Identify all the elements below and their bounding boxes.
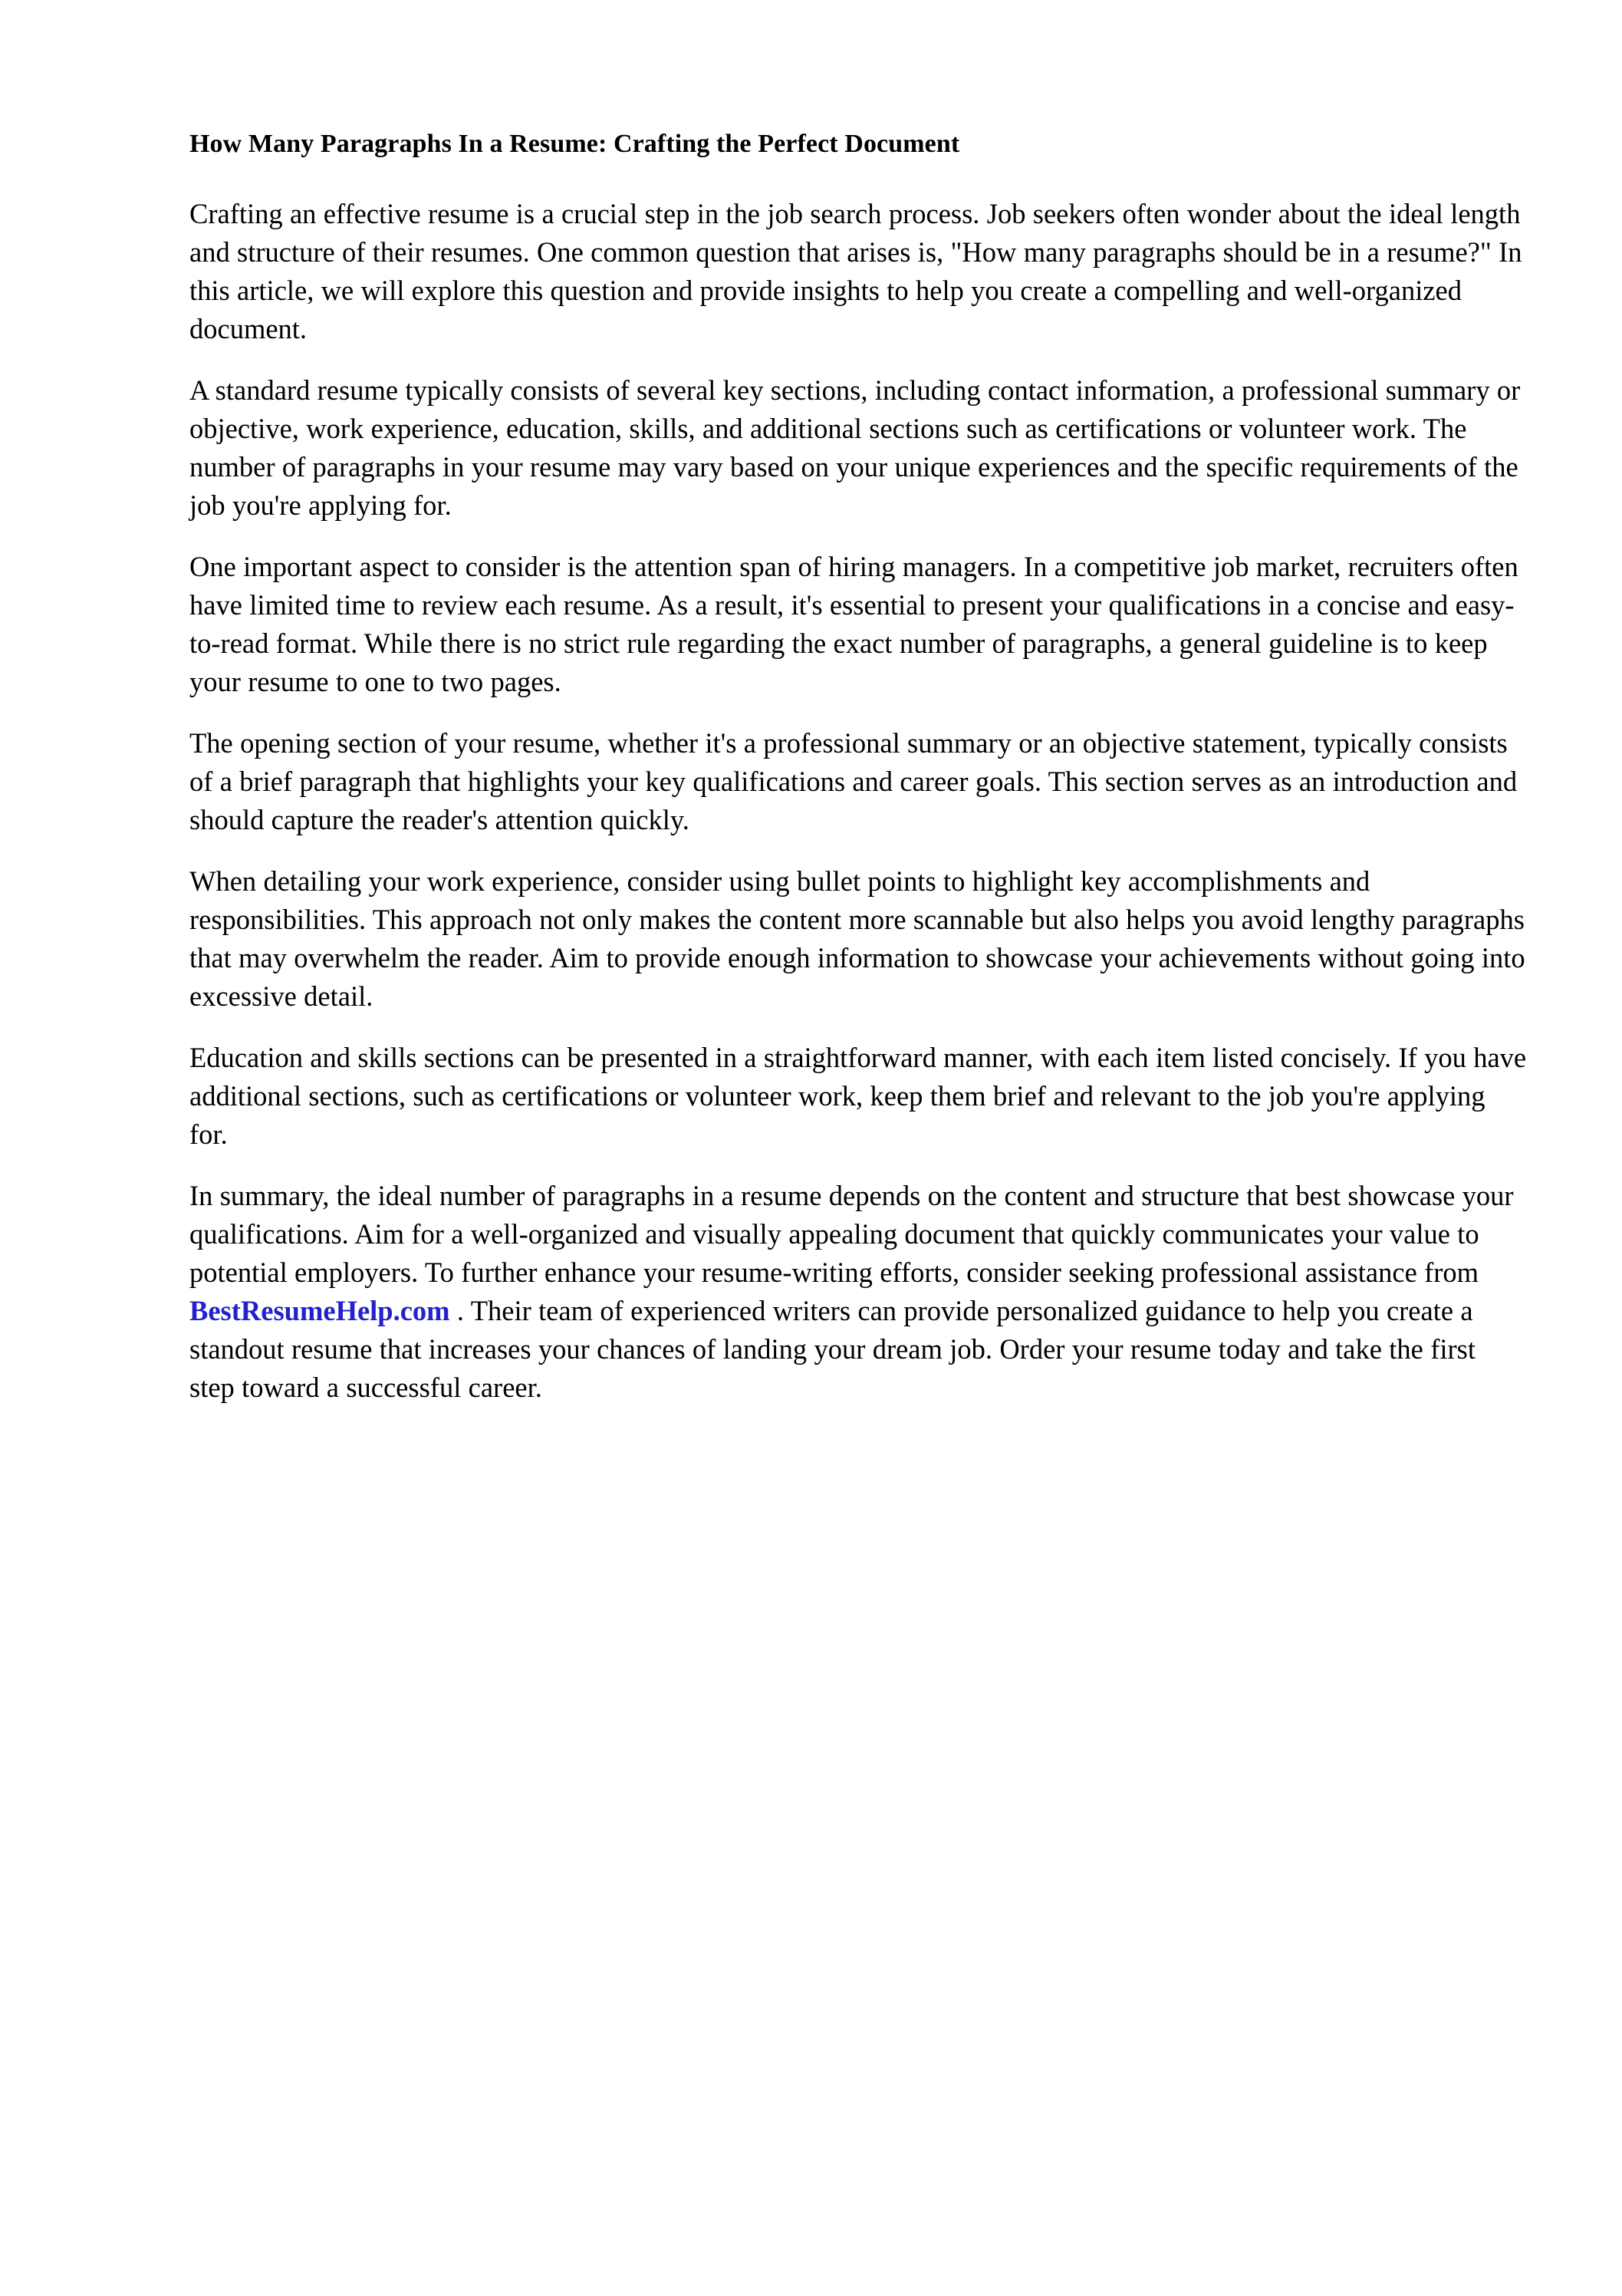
paragraph-intro: Crafting an effective resume is a crucial step in the job search process. Job seekers often wonder about the ideal length and structure of their resumes. One common question that arises is, "How many paragraphs should be in a resume?" In this article, we will explore this question and provide insights to help you create a compelling and well-organized document. bbox=[189, 198, 1522, 344]
page-title: How Many Paragraphs In a Resume: Crafting the Perfect Document bbox=[189, 130, 960, 158]
paragraph-summary bbox=[189, 1177, 1528, 1407]
paragraph-work-experience: When detailing your work experience, consider using bullet points to highlight key accomplishments and responsibilities. This approach not only makes the content more scannable but also helps you avoid lengthy paragraphs that may overwhelm the reader. Aim to provide enough information to showcase your achievements without going into excessive detail. bbox=[189, 865, 1525, 1012]
summary-text-after-link: . Their team of experienced writers can provide personalized guidance to help you create a standout resume that increases your chances of landing your dream job. Order your resume today and take the first step toward a successful career. bbox=[189, 1295, 1476, 1403]
paragraph-opening-section: The opening section of your resume, whether it's a professional summary or an objective statement, typically consists of a brief paragraph that highlights your key qualifications and career goals. This section serves as an introduction and should capture the reader's attention quickly. bbox=[189, 727, 1518, 835]
bestresumehelp-link[interactable]: BestResumeHelp.com bbox=[189, 1295, 450, 1326]
summary-text-before-link: In summary, the ideal number of paragraphs in a resume depends on the content and structure that best showcase your qualifications. Aim for a well-organized and visually appealing document that quickly communicates your value to potential employers. To further enhance your resume-writing efforts, consider seeking professional assistance from bbox=[189, 1180, 1514, 1288]
paragraph-education-skills: Education and skills sections can be presented in a straightforward manner, with each item listed concisely. If you have additional sections, such as certifications or volunteer work, keep them brief and relevant to the job you're applying for. bbox=[189, 1042, 1527, 1150]
paragraph-standard-sections: A standard resume typically consists of several key sections, including contact information, a professional summary or objective, work experience, education, skills, and additional sections such as certifications or volunteer work. The number of paragraphs in your resume may vary based on your unique experiences and the specific requirements of the job you're applying for. bbox=[189, 374, 1521, 521]
paragraph-attention-span: One important aspect to consider is the attention span of hiring managers. In a competitive job market, recruiters often have limited time to review each resume. As a result, it's essential to present your qualifications in a concise and easy-to-read format. While there is no strict rule regarding the exact number of paragraphs, a general guideline is to keep your resume to one to two pages. bbox=[189, 551, 1518, 697]
document-body bbox=[189, 127, 1528, 1407]
